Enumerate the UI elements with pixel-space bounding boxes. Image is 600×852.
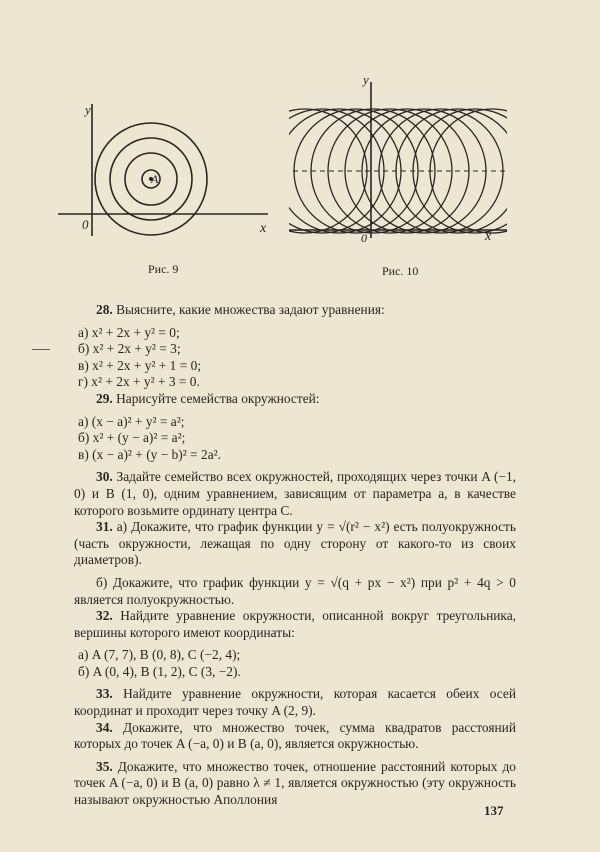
exercise-28 — [74, 302, 516, 319]
figure-9 — [58, 86, 278, 246]
exercise-29-text: Нарисуйте семейства окружностей: — [112, 390, 320, 406]
exercise-28-c: в) x² + 2x + y² + 1 = 0; — [78, 357, 202, 373]
fig9-origin-label: 0 — [82, 217, 89, 232]
exercise-31-number: 31. — [96, 519, 113, 535]
exercise-30-number: 30. — [96, 469, 113, 485]
exercise-33 — [74, 686, 516, 719]
exercise-32-a: а) A (7, 7), B (0, 8), C (−2, 4); — [78, 647, 241, 663]
exercise-33-text: Найдите уравнение окружности, которая касается обеих осей координат и проходит через точку A (2, 9). — [74, 686, 516, 719]
exercise-28-b: б) x² + 2x + y² = 3; — [78, 341, 181, 357]
fig10-caption: Рис. 10 — [382, 264, 419, 278]
exercise-31a — [74, 519, 516, 569]
exercise-28-number: 28. — [96, 302, 113, 317]
exercise-29 — [74, 391, 516, 408]
fig10-circle — [328, 109, 452, 233]
fig9-caption: Рис. 9 — [148, 262, 179, 276]
fig10-origin-label: 0 — [361, 231, 367, 245]
exercise-text — [74, 302, 516, 809]
exercise-30 — [74, 469, 516, 519]
page-number: 137 — [484, 803, 504, 818]
exercise-35-number: 35. — [96, 758, 113, 774]
fig9-y-label: y — [85, 102, 91, 117]
exercise-29-number: 29. — [96, 390, 113, 406]
exercise-35-text: Докажите, что множество точек, отношение расстояний которых до точек A (−a, 0) и B (a, 0) равно λ ≠ 1, является окружностью (эту окружность называют окружностью Аполлония — [74, 758, 516, 808]
exercise-28-text: Выясните, какие множества задают уравнения: — [112, 302, 385, 317]
exercise-32-b: б) A (0, 4), B (1, 2), C (3, −2). — [78, 663, 241, 679]
figure-10 — [285, 70, 515, 245]
exercise-31b: б) Докажите, что график функции y = √(q + px − x²) при p² + 4q > 0 является полуокружностью. — [74, 574, 516, 607]
exercise-35 — [74, 759, 516, 809]
exercise-28-a: а) x² + 2x + y² = 0; — [78, 324, 180, 340]
exercise-33-number: 33. — [96, 686, 113, 702]
exercise-32-text: Найдите уравнение окружности, описанной вокруг треугольника, вершины которого имеют координаты: — [74, 608, 516, 640]
exercise-28-d: г) x² + 2x + y² + 3 = 0. — [78, 374, 200, 390]
exercise-34 — [74, 720, 516, 753]
exercise-31a-text: а) Докажите, что график функции y = √(r² − x²) есть полуокружность (часть окружности, лежащая по одну сторону от какого-то из своих диаметров). — [74, 519, 516, 568]
fig9-center-label: A — [151, 172, 159, 186]
fig10-y-label: y — [363, 72, 369, 87]
margin-mark — [32, 349, 50, 350]
exercise-29-a: а) (x − a)² + y² = a²; — [78, 413, 185, 429]
exercise-34-number: 34. — [96, 719, 113, 735]
exercise-29-b: б) x² + (y − a)² = a²; — [78, 430, 186, 446]
fig10-x-label: x — [485, 229, 492, 244]
exercise-32-number: 32. — [96, 608, 113, 624]
fig9-x-label: x — [260, 221, 267, 236]
exercise-29-c: в) (x − a)² + (y − b)² = 2a². — [78, 446, 222, 462]
exercise-32 — [74, 608, 516, 641]
exercise-34-text: Докажите, что множество точек, сумма квадратов расстояний которых до точек A (−a, 0) и B (a, 0), является окружностью. — [74, 719, 516, 752]
exercise-30-text: Задайте семейство всех окружностей, проходящих через точки A (−1, 0) и B (1, 0), одним уравнением, зависящим от параметра a, в качестве которого возьмите ординату центра C. — [74, 469, 516, 518]
